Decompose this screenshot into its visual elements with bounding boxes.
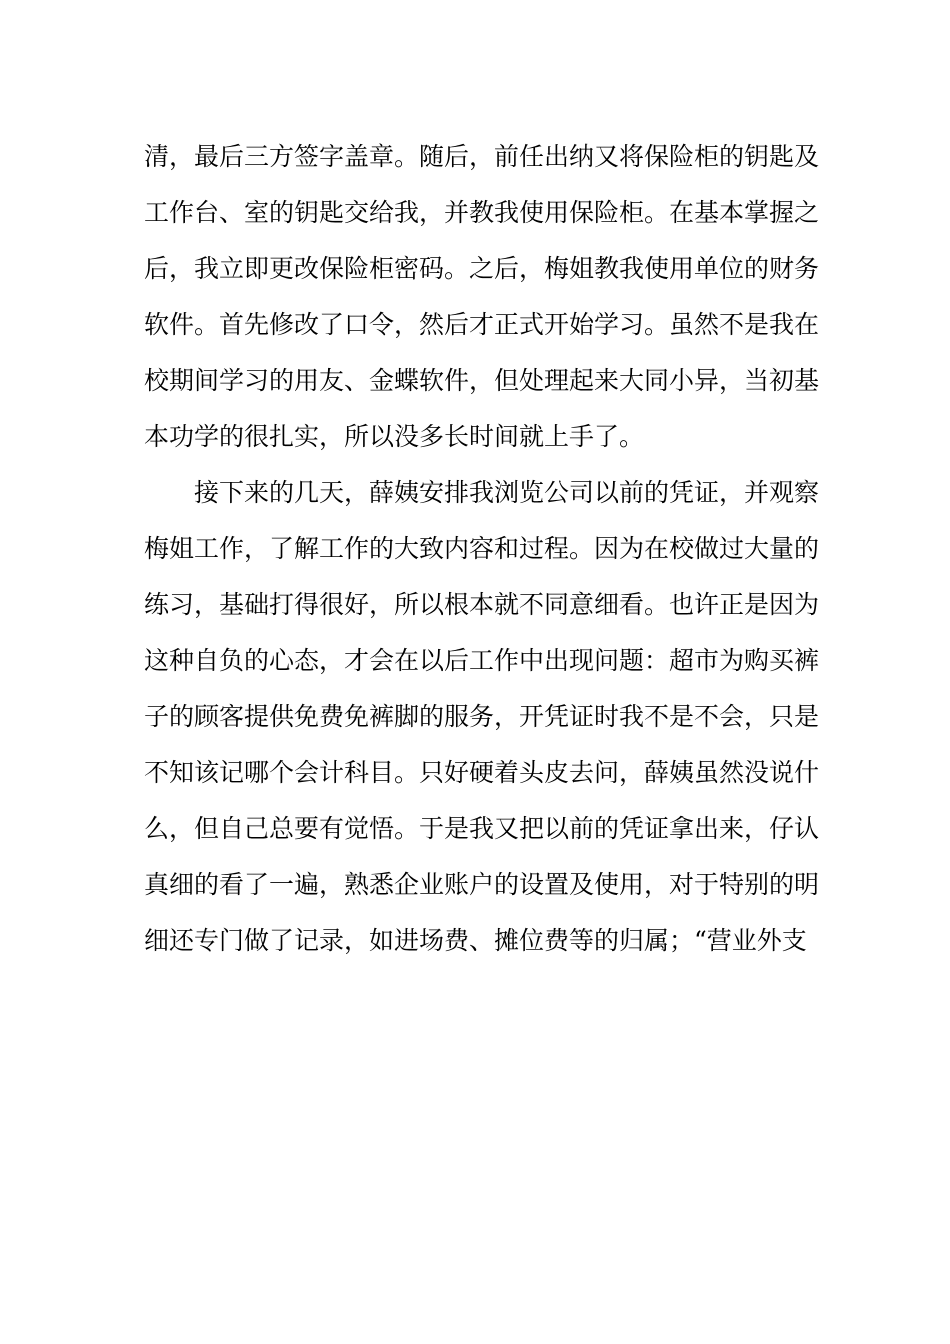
text-line-12: 不知该记哪个会计科目。只好硬着头皮去问，薛姨虽然没说什 bbox=[144, 758, 820, 787]
text-line-8: 梅姐工作，了解工作的大致内容和过程。因为在校做过大量的 bbox=[144, 534, 820, 563]
text-line-2: 工作台、室的钥匙交给我，并教我使用保险柜。在基本掌握之 bbox=[144, 198, 820, 227]
paragraph-start-line: 接下来的几天，薛姨安排我浏览公司以前的凭证，并观察 bbox=[194, 478, 820, 507]
text-line-4: 软件。首先修改了口令，然后才正式开始学习。虽然不是我在 bbox=[144, 310, 820, 339]
text-line-13: 么，但自己总要有觉悟。于是我又把以前的凭证拿出来，仔认 bbox=[144, 814, 820, 843]
text-line-6: 本功学的很扎实，所以没多长时间就上手了。 bbox=[144, 422, 645, 451]
text-line-9: 练习，基础打得很好，所以根本就不同意细看。也许正是因为 bbox=[144, 590, 820, 619]
text-line-11: 子的顾客提供免费免裤脚的服务，开凭证时我不是不会，只是 bbox=[144, 702, 820, 731]
text-line-14: 真细的看了一遍，熟悉企业账户的设置及使用，对于特别的明 bbox=[144, 870, 820, 899]
text-line-5: 校期间学习的用友、金蝶软件，但处理起来大同小异，当初基 bbox=[144, 366, 820, 395]
text-line-10: 这种自负的心态，才会在以后工作中出现问题：超市为购买裤 bbox=[144, 646, 820, 675]
text-line-1: 清，最后三方签字盖章。随后，前任出纳又将保险柜的钥匙及 bbox=[144, 142, 820, 171]
text-line-3: 后，我立即更改保险柜密码。之后，梅姐教我使用单位的财务 bbox=[144, 254, 820, 283]
text-line-15: 细还专门做了记录，如进场费、摊位费等的归属；“营业外支 bbox=[144, 926, 807, 955]
body-text bbox=[144, 129, 820, 969]
